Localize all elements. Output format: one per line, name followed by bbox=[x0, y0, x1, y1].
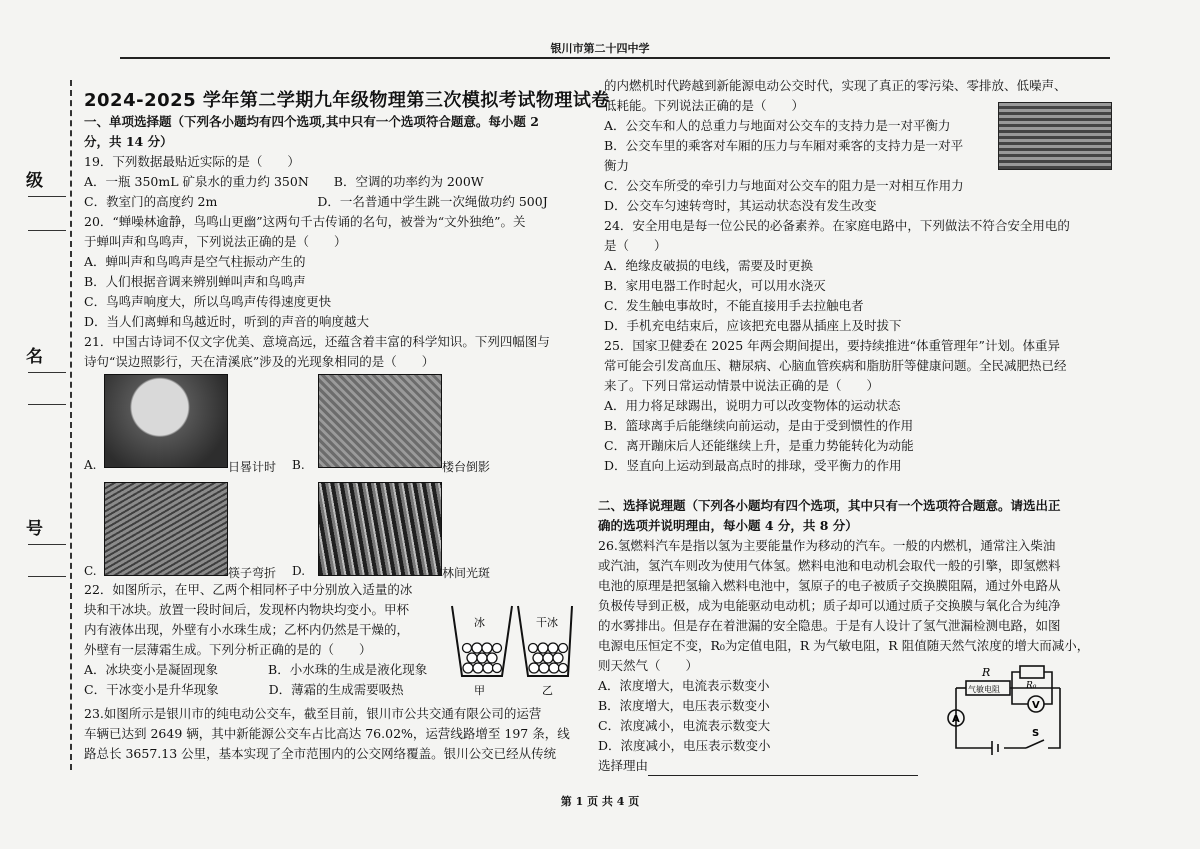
class-fill-line bbox=[28, 196, 66, 197]
q21-stem: 21．中国古诗词不仅文字优美、意境高远，还蕴含着丰富的科学知识。下列四幅图与 bbox=[84, 334, 550, 349]
exam-title: 2024-2025 学年第二学期九年级物理第三次模拟考试物理试卷 bbox=[84, 90, 610, 111]
circuit-diagram bbox=[936, 664, 1072, 760]
q24-option-a: A．绝缘皮破损的电线，需要及时更换 bbox=[604, 258, 814, 273]
q23-block bbox=[84, 704, 584, 764]
q26-option-d: D．浓度减小，电压表示数变小 bbox=[598, 738, 771, 753]
q20-option-d: D．当人们离蝉和鸟越近时，听到的声音的响度越大 bbox=[84, 314, 370, 329]
q25-option-c: C．离开蹦床后人还能继续上升，是重力势能转化为动能 bbox=[604, 438, 914, 453]
cups-figure bbox=[444, 598, 574, 698]
class-label: 级 bbox=[26, 171, 43, 191]
fig-a-letter: A. bbox=[84, 458, 97, 472]
q26-line-3: 电池的原理是把氢输入燃料电池中，氢原子的电子被质子交换膜阻隔，通过外电路从 bbox=[598, 578, 1061, 593]
section1-heading: 一、单项选择题（下列各小题均有四个选项,其中只有一个选项符合题意。每小题 2 bbox=[84, 114, 539, 129]
q24-option-c: C．发生触电事故时，不能直接用手去拉触电者 bbox=[604, 298, 864, 313]
q20-option-c: C．鸟鸣声响度大，所以鸟鸣声传得速度更快 bbox=[84, 294, 332, 309]
q25-stem: 25．国家卫健委在 2025 年两会期间提出，要持续推进“体重管理年”计划。体重异 bbox=[604, 338, 1060, 353]
cup-right-label: 干冰 bbox=[536, 616, 558, 629]
q23-cont-2: 低耗能。下列说法正确的是（ ） bbox=[604, 98, 805, 113]
number-fill-line-2 bbox=[28, 576, 66, 577]
school-header: 银川市第二十四中学 bbox=[550, 42, 650, 55]
reason-answer-line[interactable] bbox=[648, 761, 918, 776]
q24-option-d: D．手机充电结束后，应该把充电器从插座上及时拔下 bbox=[604, 318, 902, 333]
voltmeter-label: V bbox=[1032, 700, 1040, 711]
chopsticks-image bbox=[104, 482, 228, 576]
q23-option-b: B．公交车里的乘客对车厢的压力与车厢对乘客的支持力是一对平 bbox=[604, 138, 964, 153]
q23-cont-1: 的内燃机时代跨越到新能源电动公交时代，实现了真正的零污染、零排放、低噪声、 bbox=[604, 78, 1067, 93]
fig-c-caption: 筷子弯折 bbox=[228, 566, 277, 580]
q23-line-3: 路总长 3657.13 公里，基本实现了全市范围内的公交网络覆盖。银川公交已经从传统 bbox=[84, 746, 557, 761]
q22-options-cd: C．干冰变小是升华现象 D．薄霜的生成需要吸热 bbox=[84, 682, 404, 697]
r0-label: R₀ bbox=[1026, 681, 1037, 691]
name-fill-line-2 bbox=[28, 404, 66, 405]
q25-option-a: A．用力将足球踢出，说明力可以改变物体的运动状态 bbox=[604, 398, 901, 413]
q19-stem: 19．下列数据最贴近实际的是（ ） bbox=[84, 154, 300, 169]
q22-line-3: 内有液体出现，外壁有小水珠生成；乙杯内仍然是干燥的， bbox=[84, 622, 410, 637]
fig-d-caption: 林间光斑 bbox=[442, 566, 491, 580]
q20-stem-cont: 于蝉叫声和鸟鸣声，下列说法正确的是（ ） bbox=[84, 234, 347, 249]
q26-line-2: 或汽油，氢汽车则改为使用气体氢。燃料电池和电动机会取代一般的引擎，即氢燃料 bbox=[598, 558, 1061, 573]
forest-light-image bbox=[318, 482, 442, 576]
binding-line bbox=[70, 80, 72, 770]
name-label: 名 bbox=[26, 347, 43, 367]
q19-options-cd: C．教室门的高度约 2m D．一名普通中学生跳一次绳做功约 500J bbox=[84, 194, 548, 209]
section1-heading-cont: 分，共 14 分） bbox=[84, 134, 173, 149]
name-fill-line bbox=[28, 372, 66, 373]
q24-option-b: B．家用电器工作时起火，可以用水浇灭 bbox=[604, 278, 826, 293]
q23-option-c: C．公交车所受的牵引力与地面对公交车的阻力是一对相互作用力 bbox=[604, 178, 964, 193]
ammeter-label: A bbox=[952, 714, 960, 725]
section2-heading: 二、选择说理题（下列各小题均有四个选项，其中只有一个选项符合题意。请选出正 bbox=[598, 498, 1061, 513]
q22-line-2: 块和干冰块。放置一段时间后，发现杯内物块均变小。甲杯 bbox=[84, 602, 410, 617]
q23-option-a: A．公交车和人的总重力与地面对公交车的支持力是一对平衡力 bbox=[604, 118, 951, 133]
q22-block bbox=[84, 580, 444, 700]
q26-option-b: B．浓度增大，电压表示数变小 bbox=[598, 698, 770, 713]
q26-line-4: 负极传导到正极，成为电能驱动电动机；质子却可以通过质子交换膜与氧化合为纯净 bbox=[598, 598, 1061, 613]
fig-d-letter: D. bbox=[292, 564, 306, 578]
q22-options-ab: A．冰块变小是凝固现象 B．小水珠的生成是液化现象 bbox=[84, 662, 428, 677]
fig-b-caption: 楼台倒影 bbox=[442, 460, 491, 474]
q20-stem: 20．“蝉噪林逾静，鸟鸣山更幽”这两句千古传诵的名句，被誉为“文外独绝”。关 bbox=[84, 214, 526, 229]
fig-a-caption: 日晷计时 bbox=[228, 460, 277, 474]
q25-option-d: D．竖直向上运动到最高点时的排球，受平衡力的作用 bbox=[604, 458, 902, 473]
switch-label: S bbox=[1032, 728, 1040, 739]
q25-option-b: B．篮球离手后能继续向前运动，是由于受到惯性的作用 bbox=[604, 418, 914, 433]
q26-line-6: 电源电压恒定不变，R₀为定值电阻，R 为气敏电阻，R 阻值随天然气浓度的增大而减小， bbox=[598, 638, 1090, 653]
bus-image bbox=[998, 102, 1112, 170]
cup-left-name: 甲 bbox=[474, 684, 485, 697]
fig-b-letter: B. bbox=[292, 458, 305, 472]
number-label: 号 bbox=[26, 519, 43, 539]
class-fill-line-2 bbox=[28, 230, 66, 231]
r-label: R bbox=[982, 666, 991, 679]
reason-label: 选择理由 bbox=[598, 758, 649, 773]
q24-stem: 24．安全用电是每一位公民的必备素养。在家庭电路中，下列做法不符合安全用电的 bbox=[604, 218, 1070, 233]
q26-option-a: A．浓度增大，电流表示数变小 bbox=[598, 678, 770, 693]
q24-stem-cont: 是（ ） bbox=[604, 238, 667, 253]
q26-line-1: 26.氢燃料汽车是指以氢为主要能量作为移动的汽车。一般的内燃机，通常注入柴油 bbox=[598, 538, 1056, 553]
header-rule bbox=[120, 57, 1110, 59]
fig-c-letter: C. bbox=[84, 564, 97, 578]
cup-left-label: 冰 bbox=[474, 616, 485, 629]
q19-options-ab: A．一瓶 350mL 矿泉水的重力约 350N B．空调的功率约为 200W bbox=[84, 174, 484, 189]
gas-resistor-label: 气敏电阻 bbox=[968, 685, 1000, 694]
q23-line-2: 车辆已达到 2649 辆，其中新能源公交车占比高达 76.02%，运营线路增至 197 条，线 bbox=[84, 726, 570, 741]
page-footer: 第 1 页 共 4 页 bbox=[560, 795, 640, 808]
sundial-image bbox=[104, 374, 228, 468]
left-column bbox=[84, 112, 584, 372]
cup-right-name: 乙 bbox=[542, 684, 553, 697]
q20-option-b: B．人们根据音调来辨别蝉叫声和鸟鸣声 bbox=[84, 274, 306, 289]
q26-line-7: 则天然气（ ） bbox=[598, 658, 699, 673]
q26-option-c: C．浓度减小，电流表示数变大 bbox=[598, 718, 771, 733]
q20-option-a: A．蝉叫声和鸟鸣声是空气柱振动产生的 bbox=[84, 254, 306, 269]
section2-heading-cont: 确的选项并说明理由，每小题 4 分，共 8 分） bbox=[598, 518, 858, 533]
q23-option-b-cont: 衡力 bbox=[604, 158, 630, 173]
q25-stem-cont-2: 来了。下列日常运动情景中说法正确的是（ ） bbox=[604, 378, 880, 393]
q23-line-1: 23.如图所示是银川市的纯电动公交车，截至目前，银川市公共交通有限公司的运营 bbox=[84, 706, 542, 721]
q21-stem-cont: 诗句“误边照影行，天在清溪底”涉及的光现象相同的是（ ） bbox=[84, 354, 435, 369]
number-fill-line bbox=[28, 544, 66, 545]
q25-stem-cont: 常可能会引发高血压、糖尿病、心脑血管疾病和脂肪肝等健康问题。全民减肥热已经 bbox=[604, 358, 1067, 373]
q22-line-1: 22．如图所示，在甲、乙两个相同杯子中分别放入适量的冰 bbox=[84, 582, 413, 597]
q26-line-5: 的水雾排出。但是存在着泄漏的安全隐患。于是有人设计了氢气泄漏检测电路，如图 bbox=[598, 618, 1061, 633]
q22-line-4: 外壁有一层薄霜生成。下列分析正确的是的（ ） bbox=[84, 642, 372, 657]
reflection-image bbox=[318, 374, 442, 468]
q23-option-d: D．公交车匀速转弯时，其运动状态没有发生改变 bbox=[604, 198, 877, 213]
